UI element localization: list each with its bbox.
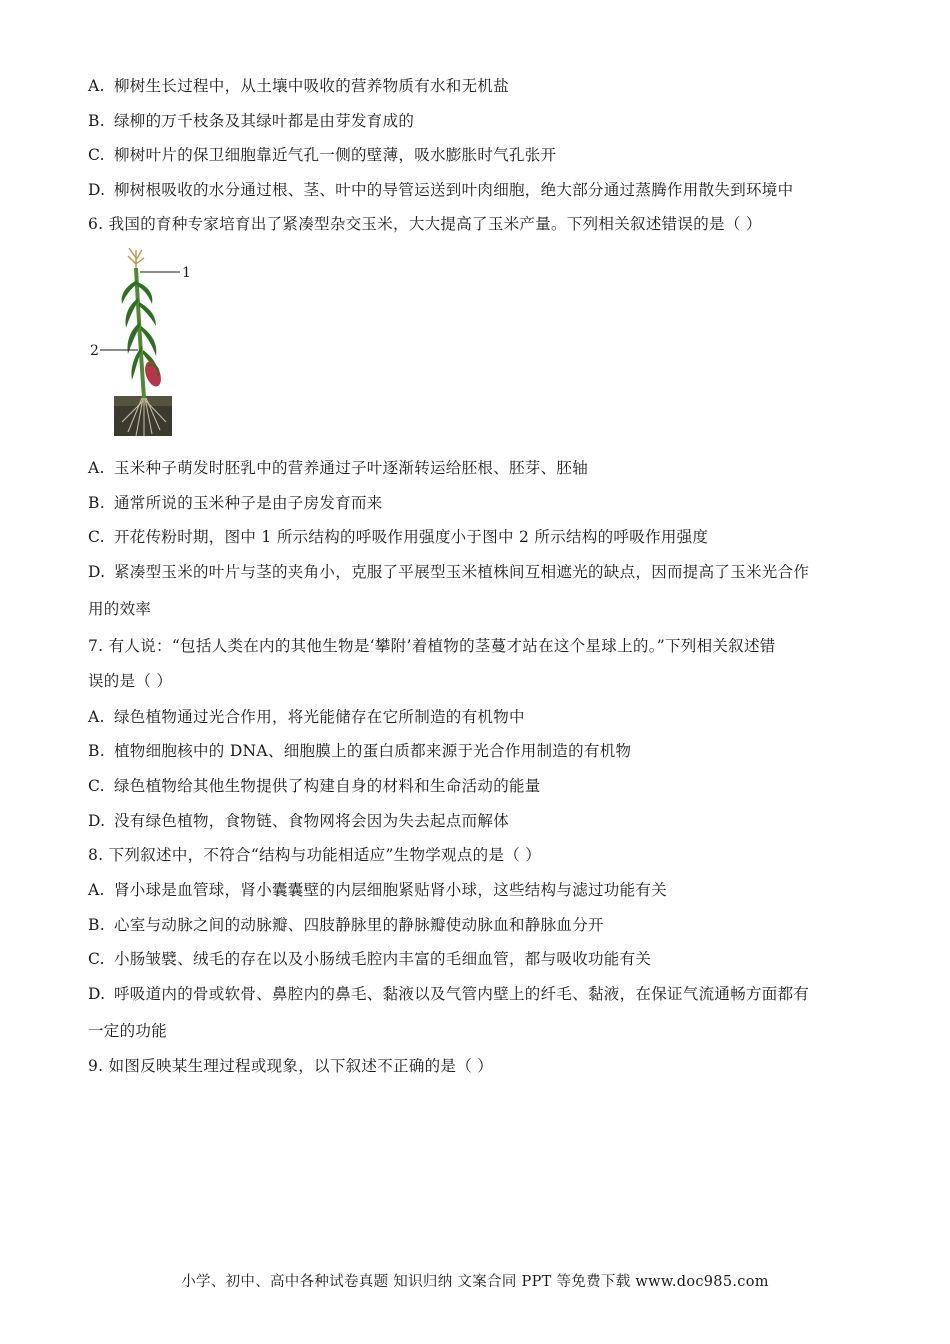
option-letter: C. xyxy=(88,146,105,164)
question-8: 8. 下列叙述中，不符合“结构与功能相适应”生物学观点的是（ ） xyxy=(88,846,542,864)
q5-option-b xyxy=(88,111,414,131)
option-text: 柳树叶片的保卫细胞靠近气孔一侧的壁薄，吸水膨胀时气孔张开 xyxy=(114,146,557,164)
q5-option-d xyxy=(88,180,793,200)
option-letter: B. xyxy=(88,916,105,934)
option-text: 绿色植物给其他生物提供了构建自身的材料和生命活动的能量 xyxy=(114,777,541,795)
q6-option-b xyxy=(88,493,383,513)
question-9: 9. 如图反映某生理过程或现象，以下叙述不正确的是（ ） xyxy=(88,1057,494,1075)
option-text: 通常所说的玉米种子是由子房发育而来 xyxy=(114,494,383,512)
option-text: 紧凑型玉米的叶片与茎的夹角小，克服了平展型玉米植株间互相遮光的缺点，因而提高了玉米光合作 xyxy=(114,563,810,581)
q6-option-c xyxy=(88,527,708,547)
option-letter: D. xyxy=(88,812,106,830)
tassel xyxy=(128,248,144,270)
option-letter: C. xyxy=(88,950,105,968)
q5-option-a xyxy=(88,76,509,96)
option-letter: B. xyxy=(88,494,105,512)
q6-option-d-continued: 用的效率 xyxy=(88,600,152,618)
option-text: 柳树生长过程中，从土壤中吸收的营养物质有水和无机盐 xyxy=(114,77,510,95)
option-text: 小肠皱襞、绒毛的存在以及小肠绒毛腔内丰富的毛细血管，都与吸收功能有关 xyxy=(114,950,652,968)
q6-option-d xyxy=(88,562,809,582)
option-letter: A. xyxy=(88,459,105,477)
option-letter: A. xyxy=(88,708,105,726)
figure-label-2: 2 xyxy=(90,343,99,359)
option-letter: C. xyxy=(88,777,105,795)
option-letter: B. xyxy=(88,742,105,760)
q7-option-c xyxy=(88,776,541,796)
option-text: 柳树根吸收的水分通过根、茎、叶中的导管运送到叶肉细胞，绝大部分通过蒸腾作用散失到环境中 xyxy=(114,181,794,199)
question-6: 6. 我国的育种专家培育出了紧凑型杂交玉米，大大提高了玉米产量。下列相关叙述错误的是（ ） xyxy=(88,215,762,233)
option-text: 绿色植物通过光合作用，将光能储存在它所制造的有机物中 xyxy=(114,708,525,726)
q8-option-c xyxy=(88,949,651,969)
q7-option-b xyxy=(88,741,631,761)
corn-plant-illustration xyxy=(86,246,206,442)
option-letter: D. xyxy=(88,181,106,199)
page-footer: 小学、初中、高中各种试卷真题 知识归纳 文案合同 PPT 等免费下载 www.doc985.com xyxy=(181,1274,769,1290)
q7-option-a xyxy=(88,707,525,727)
q5-option-c xyxy=(88,145,556,165)
q6-option-a xyxy=(88,458,588,478)
option-letter: B. xyxy=(88,112,105,130)
corn-plant-figure xyxy=(86,246,206,442)
question-7-continued: 误的是（ ） xyxy=(88,672,173,690)
option-text: 绿柳的万千枝条及其绿叶都是由芽发育成的 xyxy=(114,112,415,130)
option-text: 植物细胞核中的 DNA、细胞膜上的蛋白质都来源于光合作用制造的有机物 xyxy=(114,742,632,760)
figure-label-1: 1 xyxy=(182,265,191,281)
option-text: 肾小球是血管球，肾小囊囊壁的内层细胞紧贴肾小球，这些结构与滤过功能有关 xyxy=(114,881,668,899)
option-text: 心室与动脉之间的动脉瓣、四肢静脉里的静脉瓣使动脉血和静脉血分开 xyxy=(114,916,604,934)
option-text: 玉米种子萌发时胚乳中的营养通过子叶逐渐转运给胚根、胚芽、胚轴 xyxy=(114,459,589,477)
q8-option-a xyxy=(88,880,667,900)
q7-option-d xyxy=(88,811,509,831)
option-text: 开花传粉时期，图中 1 所示结构的呼吸作用强度小于图中 2 所示结构的呼吸作用强度 xyxy=(114,528,709,546)
option-letter: C. xyxy=(88,528,105,546)
q8-option-b xyxy=(88,915,604,935)
option-text: 呼吸道内的骨或软骨、鼻腔内的鼻毛、黏液以及气管内壁上的纤毛、黏液，在保证气流通畅方面都有 xyxy=(114,985,810,1003)
option-letter: A. xyxy=(88,77,105,95)
question-7: 7. 有人说：“包括人类在内的其他生物是‘攀附’着植物的茎蔓才站在这个星球上的。”下列相关叙述错 xyxy=(88,637,776,655)
option-letter: D. xyxy=(88,985,106,1003)
option-text: 没有绿色植物，食物链、食物网将会因为失去起点而解体 xyxy=(114,812,510,830)
option-letter: A. xyxy=(88,881,105,899)
q8-option-d-continued: 一定的功能 xyxy=(88,1022,168,1040)
q8-option-d xyxy=(88,984,809,1004)
option-letter: D. xyxy=(88,563,106,581)
